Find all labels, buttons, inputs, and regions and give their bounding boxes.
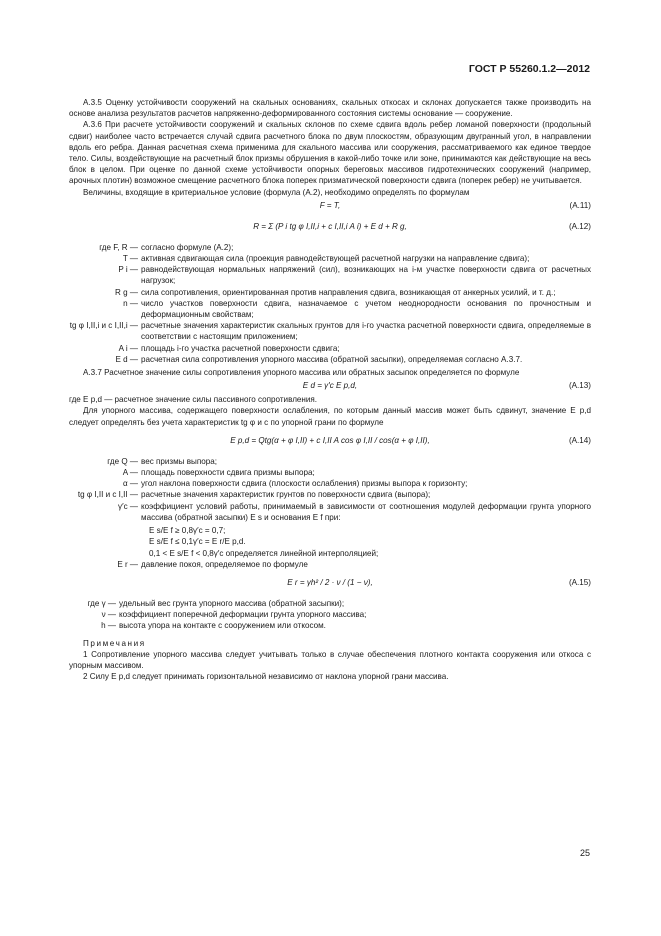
formula-text: E d = γ′c E p,d, <box>302 381 358 391</box>
definition-term: R g — <box>115 287 138 297</box>
definition-term: E d — <box>115 354 138 364</box>
definitions-a15 <box>69 598 591 632</box>
paragraph-a35: А.3.5 Оценку устойчивости сооружений на скальных основаниях, скальных откосах и склонах допускается также производить на основе анализа результатов расчетов напряженно-деформированного состояния системы основание — сооружение. <box>69 98 591 119</box>
definition-row <box>69 287 591 298</box>
paragraph-ep-def: где E p,d — расчетное значение силы пассивного сопротивления. <box>69 395 318 405</box>
definition-term: ν — <box>101 610 116 620</box>
definition-term: h — <box>101 621 116 631</box>
definition-term: E r — <box>117 559 138 569</box>
definition-row <box>69 609 591 620</box>
formula-number: (А.13) <box>568 381 591 391</box>
definition-row <box>69 620 591 631</box>
condition-line: 0,1 < E s/E f < 0,8γ′c определяется линейной интерполяцией; <box>149 548 379 558</box>
condition-line: E s/E f ≥ 0,8γ′c = 0,7; <box>149 526 226 536</box>
definition-row <box>69 320 591 342</box>
formula-text: F = T, <box>319 200 341 210</box>
definition-desc: равнодействующая нормальных напряжений (сил), возникающих на i-м участке поверхности сдвига от расчетных нагрузок; <box>141 265 591 286</box>
formula-a15 <box>69 570 591 596</box>
definition-desc: давление покоя, определяемое по формуле <box>141 559 308 569</box>
paragraph-values: Величины, входящие в критериальное условие (формула (А.2), необходимо определять по формулам <box>83 187 470 197</box>
definition-row <box>69 598 591 609</box>
definition-desc: коэффициент поперечной деформации грунта упорного массива; <box>119 610 367 620</box>
standard-code: ГОСТ Р 55260.1.2—2012 <box>468 63 590 75</box>
definition-term: n — <box>123 298 138 308</box>
page-content <box>69 97 591 682</box>
definition-er <box>69 559 591 570</box>
definition-term: где γ — <box>87 598 116 608</box>
definition-desc: сила сопротивления, ориентированная против направления сдвига, возникающая от анкерных усилий, и т. д.; <box>141 287 556 297</box>
definition-row <box>69 354 591 365</box>
note-2: 2 Силу E p,d следует принимать горизонтальной независимо от наклона упорной грани массива. <box>83 672 449 682</box>
formula-number: (А.14) <box>568 435 591 445</box>
definition-row <box>69 478 591 489</box>
condition-line: E s/E f ≤ 0,1γ′c = E r/E p,d. <box>149 537 246 547</box>
definition-term: T — <box>122 254 138 264</box>
definition-row <box>69 253 591 264</box>
definition-term: где Q — <box>107 456 138 466</box>
paragraph-massif: Для упорного массива, содержащего поверхности ослабления, по которым данный массив может быть сдвинут, значение E p,d следует определять без учета характеристик tg φ и c по упорной грани по формуле <box>69 406 591 427</box>
definition-desc: расчетные значения характеристик скальных грунтов для i-го участка расчетной поверхности сдвига, определяемые в соответствии с настоящим приложением; <box>141 321 591 342</box>
formula-number: (А.15) <box>568 577 591 587</box>
definition-row <box>69 264 591 286</box>
definition-term: tg φ I,II,i и c I,II,i — <box>69 321 138 331</box>
formula-text: E r = γh² / 2 · ν / (1 − ν), <box>287 577 373 587</box>
definition-desc: расчетные значения характеристик грунтов по поверхности сдвига (выпора); <box>141 490 431 500</box>
definition-row <box>69 467 591 478</box>
definition-row <box>69 456 591 467</box>
definition-term: A — <box>122 468 138 478</box>
definition-desc: активная сдвигающая сила (проекция равнодействующей расчетной нагрузки на направление сдвига); <box>141 254 530 264</box>
formula-text: R = Σ (P i tg φ I,II,i + c I,II,i A i) + E d + R g, <box>253 221 407 231</box>
definition-desc: площадь i-го участка расчетной поверхности сдвига; <box>141 343 340 353</box>
page-number: 25 <box>579 848 590 858</box>
notes-title: Примечания <box>83 638 146 648</box>
definition-row <box>69 343 591 354</box>
definition-term: tg φ I,II и c I,II — <box>77 490 138 500</box>
definition-term: A i — <box>118 343 138 353</box>
formula-a12 <box>69 214 591 240</box>
definition-row <box>69 298 591 320</box>
definition-desc: согласно формуле (А.2); <box>141 242 234 252</box>
formula-a11 <box>69 198 591 214</box>
definition-desc: высота упора на контакте с сооружением или откосом. <box>119 621 326 631</box>
definitions-a12 <box>69 242 591 365</box>
definition-term: γ′c — <box>118 501 138 511</box>
note-1: 1 Сопротивление упорного массива следует учитывать только в случае обеспечения плотного контакта сооружения или откоса с упорным массивом. <box>69 649 591 670</box>
formula-text: E p,d = Qtg(α + φ I,II) + c I,II A cos φ I,II / cos(α + φ I,II), <box>230 435 430 445</box>
definition-term: P i — <box>118 265 138 275</box>
conditions-list <box>69 525 591 559</box>
formula-number: (А.12) <box>568 221 591 231</box>
definition-row <box>69 242 591 253</box>
formula-a13 <box>69 378 591 394</box>
definition-desc: вес призмы выпора; <box>141 456 218 466</box>
definition-desc: удельный вес грунта упорного массива (обратной засыпки); <box>119 598 345 608</box>
definition-desc: угол наклона поверхности сдвига (плоскости ослабления) призмы выпора к горизонту; <box>141 479 468 489</box>
paragraph-a36: А.3.6 При расчете устойчивости сооружений и скальных склонов по схеме сдвига вдоль ребер ломаной поверхности (продольный сдвиг) наиболее часто встречается случай сдвига расчетного блока по двум плоскостям, образующим двугранный угол, в направлении вдоль его ребра. Данная расчетная схема применима для скального массива или сооружения, рассматриваемого как единое твердое тело. Силы, воздействующие на расчетный блок призмы обрушения в какой-либо точке или зоне, принимаются как действующие на весь блок в целом. При оценке по данной схеме устойчивости опорных береговых массивов гидротехнических сооружений (например, арочных плотин) возможное смещение расчетного блока поперек призматической поверхности сдвига (поперек ребер) не учитывается. <box>69 120 591 186</box>
definition-term: где F, R — <box>99 242 138 252</box>
definition-row <box>69 489 591 500</box>
definition-desc: число участков поверхности сдвига, назначаемое с учетом неоднородности основания по прочностным и деформационным свойствам; <box>141 298 591 320</box>
paragraph-a37: А.3.7 Расчетное значение силы сопротивления упорного массива или обратных засыпок определяется по формуле <box>83 368 520 378</box>
definitions-a14 <box>69 456 591 523</box>
formula-number: (А.11) <box>569 200 591 210</box>
definition-desc: площадь поверхности сдвига призмы выпора; <box>141 468 315 478</box>
definition-term: α — <box>122 479 138 489</box>
formula-a14 <box>69 428 591 454</box>
definition-desc: коэффициент условий работы, принимаемый в зависимости от соотношения модулей деформации грунта упорного массива (обратной засыпки) E s и основания E f при: <box>141 501 591 522</box>
definition-desc: расчетная сила сопротивления упорного массива (обратной засыпки), определяемая согласно А.3.7. <box>141 354 523 364</box>
definition-row <box>69 501 591 523</box>
